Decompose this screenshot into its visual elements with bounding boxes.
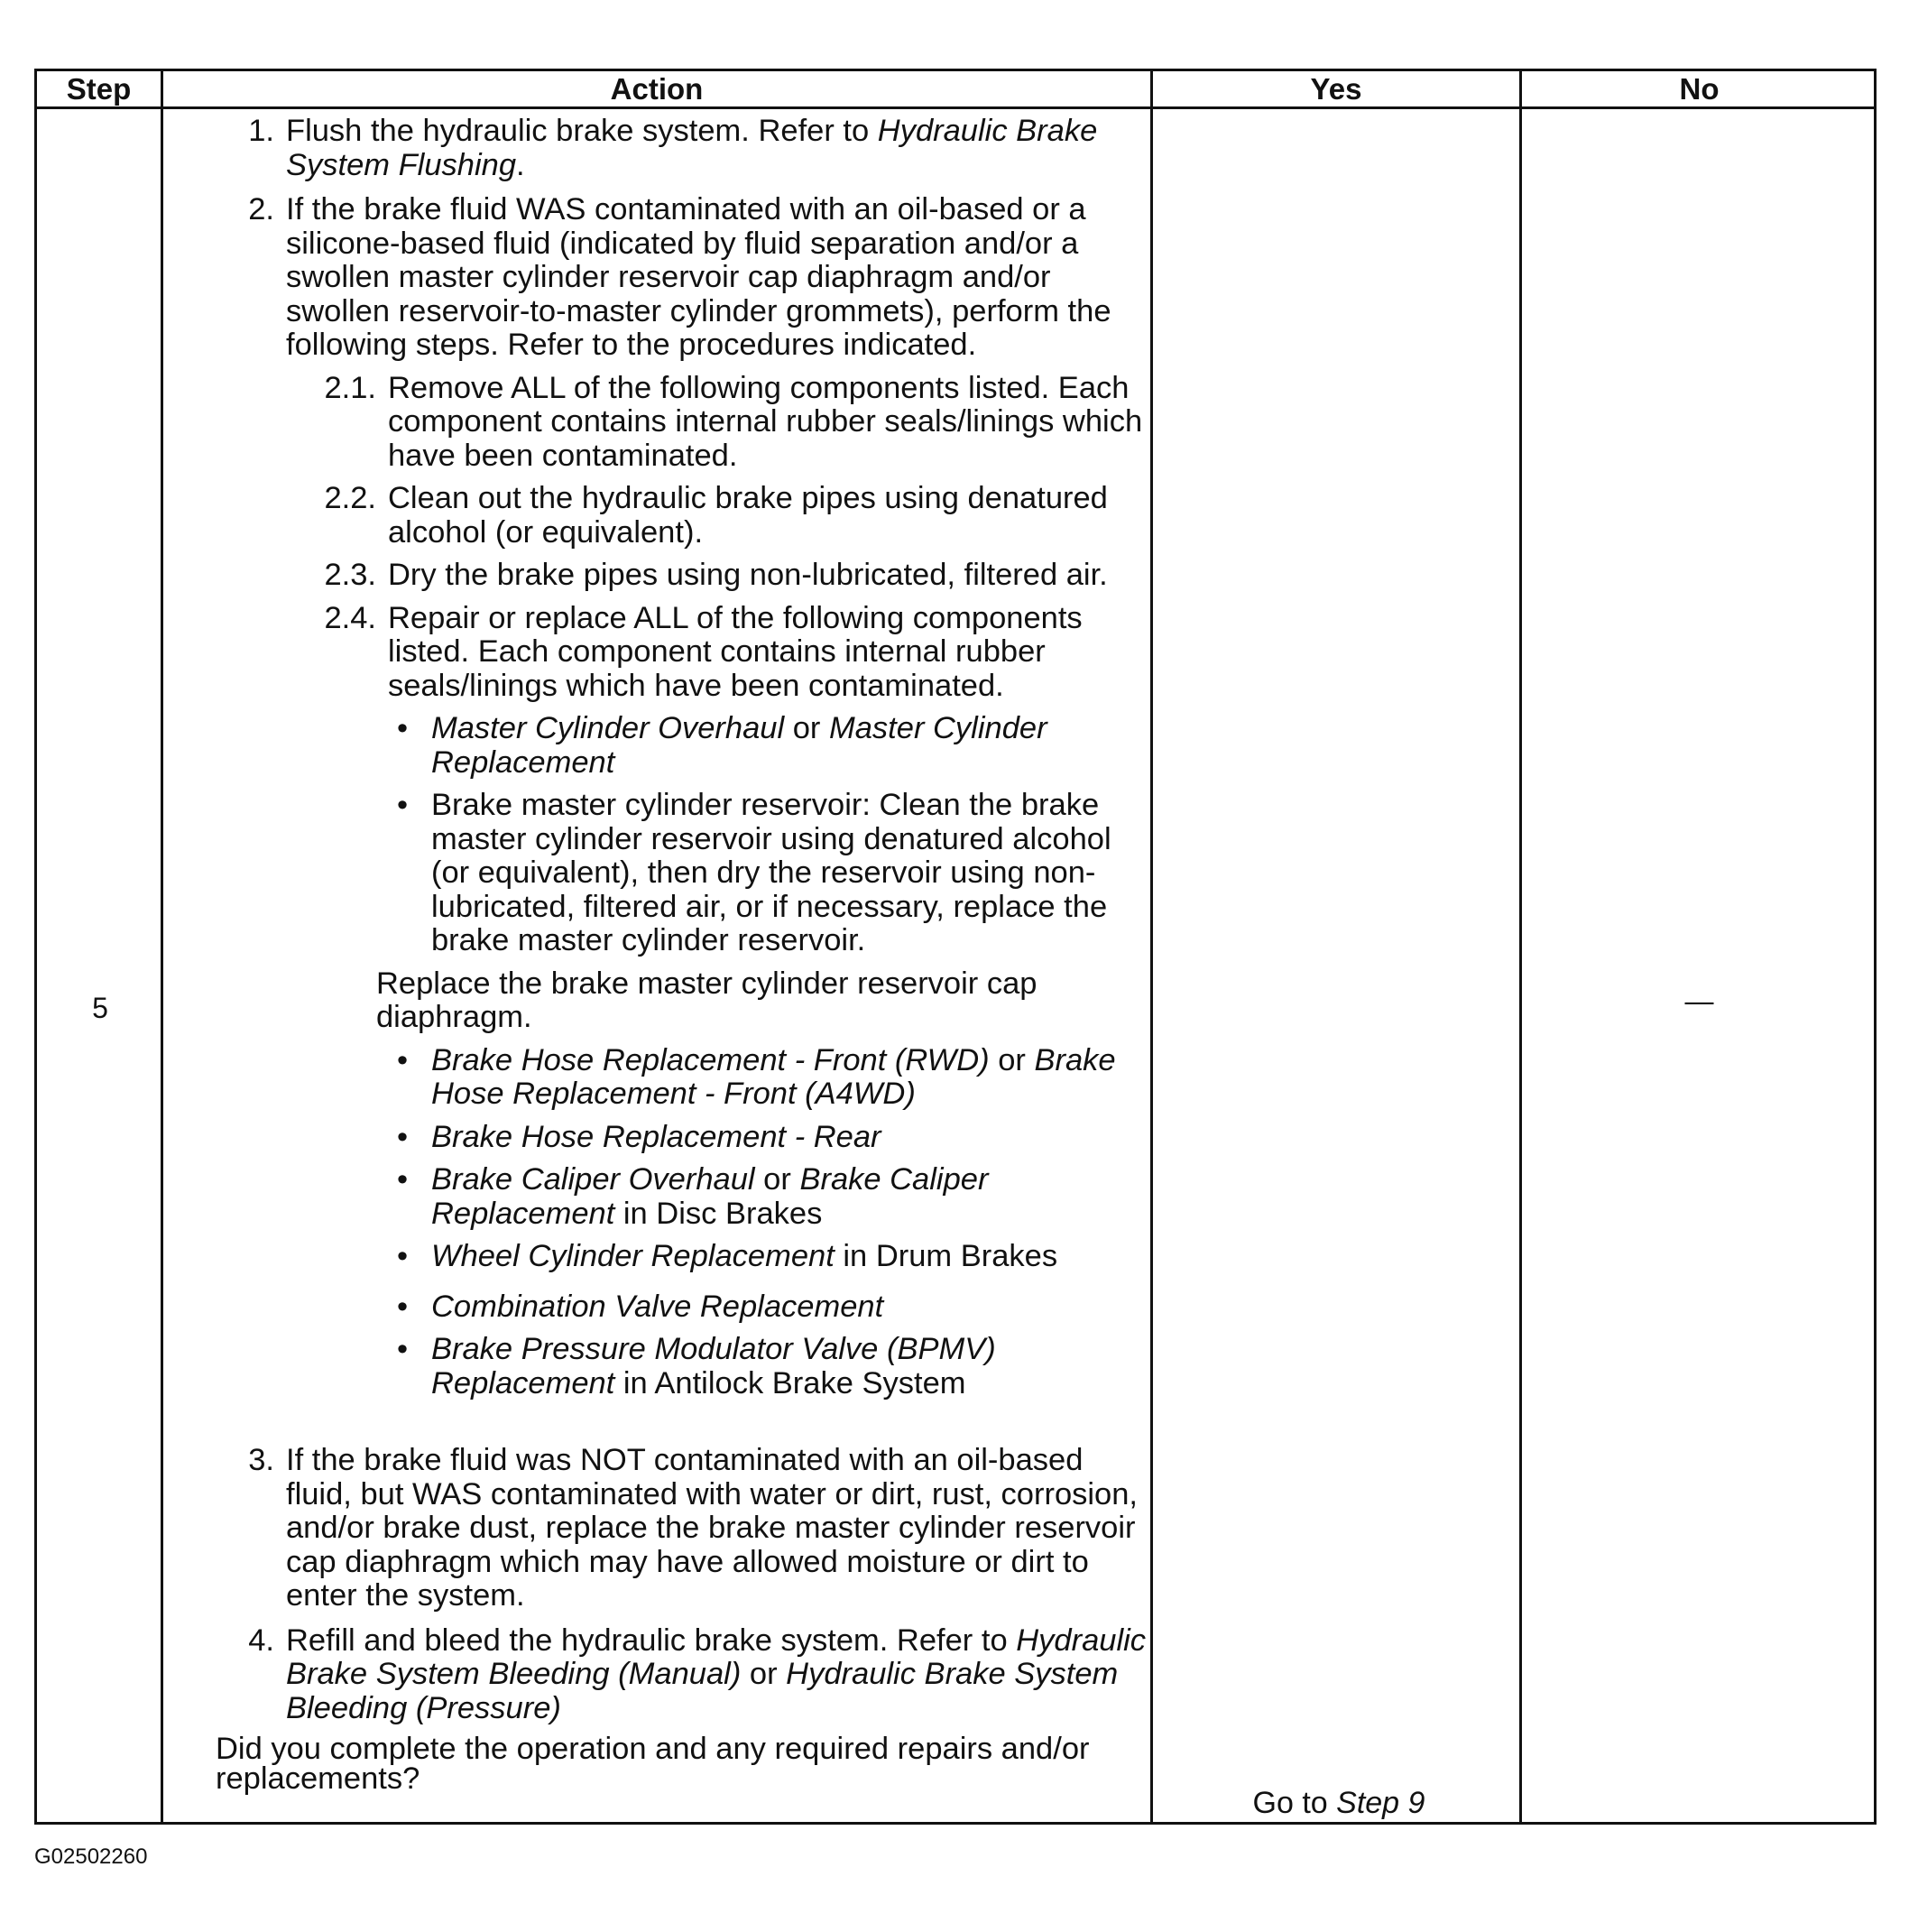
procedure-reference[interactable]: Brake Hose Replacement - Front (RWD)	[431, 1042, 990, 1077]
item-text: or	[754, 1162, 800, 1197]
procedure-reference[interactable]: Brake Hose Replacement - Front (A4WD)	[431, 1042, 1116, 1111]
item-text: Dry the brake pipes using non-lubricated, filtered air.	[388, 558, 1108, 592]
bullet-item	[166, 1121, 1148, 1155]
item-text: or	[784, 711, 829, 745]
bullet-item	[166, 1333, 1148, 1400]
no-cell-value: —	[1684, 984, 1714, 1017]
bullet-item	[166, 789, 1148, 958]
item-text: If the brake fluid WAS contaminated with an oil-based or a silicone-based fluid (indicated by fluid separation and/or a swollen master cylinder reservoir cap diaphragm and/or swollen reservoir-to-master cylinder grommets), perform the following steps. Refer to the procedures indicated.	[286, 192, 1111, 362]
bullet-icon: •	[397, 1239, 409, 1273]
question-text: Did you complete the operation and any required repairs and/or replacements?	[216, 1732, 1090, 1796]
bullet-icon: •	[397, 1162, 409, 1197]
item-text: .	[516, 147, 525, 182]
list-item	[166, 193, 1148, 363]
procedure-reference[interactable]: Brake Hose Replacement - Rear	[431, 1119, 881, 1154]
procedure-reference[interactable]: Combination Valve Replacement	[431, 1289, 884, 1324]
paragraph: Replace the brake master cylinder reservoir cap diaphragm.	[376, 966, 1038, 1034]
list-item	[166, 115, 1148, 182]
bullet-icon: •	[397, 1289, 409, 1324]
bullet-item	[166, 1163, 1148, 1231]
diagnostic-table	[34, 69, 1877, 1825]
procedure-reference[interactable]: Master Cylinder Replacement	[431, 711, 1047, 780]
item-text: in Antilock Brake System	[614, 1365, 966, 1400]
item-number: 2.2.	[324, 481, 376, 515]
item-number: 4.	[248, 1622, 274, 1658]
column-divider	[1150, 71, 1153, 1822]
item-text: Refill and bleed the hydraulic brake system. Refer to	[286, 1622, 1017, 1658]
step-number: 5	[92, 992, 108, 1024]
item-text: Repair or replace ALL of the following components listed. Each component contains internal rubber seals/linings which have been contaminated.	[388, 600, 1083, 703]
sub-list-item	[166, 559, 1148, 593]
list-item	[166, 1624, 1148, 1726]
column-divider	[161, 71, 163, 1822]
sub-list-item	[166, 482, 1148, 550]
bullet-item	[166, 1240, 1148, 1274]
item-number: 2.3.	[324, 558, 376, 592]
header-step: Step	[66, 72, 132, 106]
procedure-reference[interactable]: Brake Caliper Replacement	[431, 1162, 989, 1231]
item-text: If the brake fluid was NOT contaminated with an oil-based fluid, but WAS contaminated with water or dirt, rust, corrosion, and/or brake dust, replace the brake master cylinder reservoir cap diaphragm which may have allowed moisture or dirt to enter the system.	[286, 1443, 1139, 1613]
procedure-reference[interactable]: Hydraulic Brake System Bleeding (Manual)	[286, 1622, 1147, 1691]
bullet-item	[166, 1290, 1148, 1325]
yes-cell-value	[1153, 1786, 1525, 1821]
procedure-reference[interactable]: Hydraulic Brake System Bleeding (Pressure)	[286, 1657, 1119, 1725]
item-text: Remove ALL of the following components listed. Each component contains internal rubber seals/linings which have been contaminated.	[388, 370, 1143, 473]
item-text: Flush the hydraulic brake system. Refer to	[286, 114, 878, 148]
bullet-item	[166, 1044, 1148, 1112]
action-cell	[166, 115, 1148, 1794]
bullet-icon: •	[397, 1042, 409, 1077]
sub-list-item	[166, 602, 1148, 704]
document-code: G02502260	[34, 1844, 148, 1869]
list-item	[166, 1444, 1148, 1613]
procedure-reference[interactable]: Brake Pressure Modulator Valve (BPMV) Replacement	[431, 1332, 996, 1400]
header-action: Action	[610, 72, 704, 106]
item-text: Clean out the hydraulic brake pipes using denatured alcohol (or equivalent).	[388, 481, 1108, 550]
item-number: 1.	[248, 114, 274, 148]
item-number: 2.	[248, 192, 274, 226]
item-text: or	[741, 1657, 787, 1691]
bullet-icon: •	[397, 788, 409, 822]
item-number: 2.1.	[324, 370, 376, 405]
column-divider	[1519, 71, 1522, 1822]
item-number: 3.	[248, 1443, 274, 1477]
item-text: in Disc Brakes	[614, 1196, 823, 1231]
bullet-icon: •	[397, 1119, 409, 1154]
header-yes: Yes	[1310, 72, 1362, 106]
bullet-icon: •	[397, 1332, 409, 1366]
procedure-reference[interactable]: Wheel Cylinder Replacement	[431, 1239, 835, 1273]
procedure-reference[interactable]: Hydraulic Brake System Flushing	[286, 114, 1098, 182]
item-number: 2.4.	[324, 600, 376, 635]
item-text: in Drum Brakes	[834, 1239, 1058, 1273]
bullet-icon: •	[397, 711, 409, 745]
sub-list-item	[166, 372, 1148, 474]
header-no: No	[1679, 72, 1720, 106]
procedure-reference[interactable]: Master Cylinder Overhaul	[431, 711, 785, 745]
item-text: or	[989, 1042, 1035, 1077]
step-link[interactable]: Step 9	[1336, 1786, 1425, 1820]
header-divider	[37, 106, 1874, 109]
bullet-item	[166, 712, 1148, 780]
yes-goto-text: Go to	[1252, 1786, 1337, 1820]
item-text: Brake master cylinder reservoir: Clean the brake master cylinder reservoir using denatured alcohol (or equivalent), then dry the reservoir using non-lubricated, filtered air, or if necessary, replace the brake master cylinder reservoir.	[431, 788, 1111, 957]
procedure-reference[interactable]: Brake Caliper Overhaul	[431, 1162, 755, 1197]
